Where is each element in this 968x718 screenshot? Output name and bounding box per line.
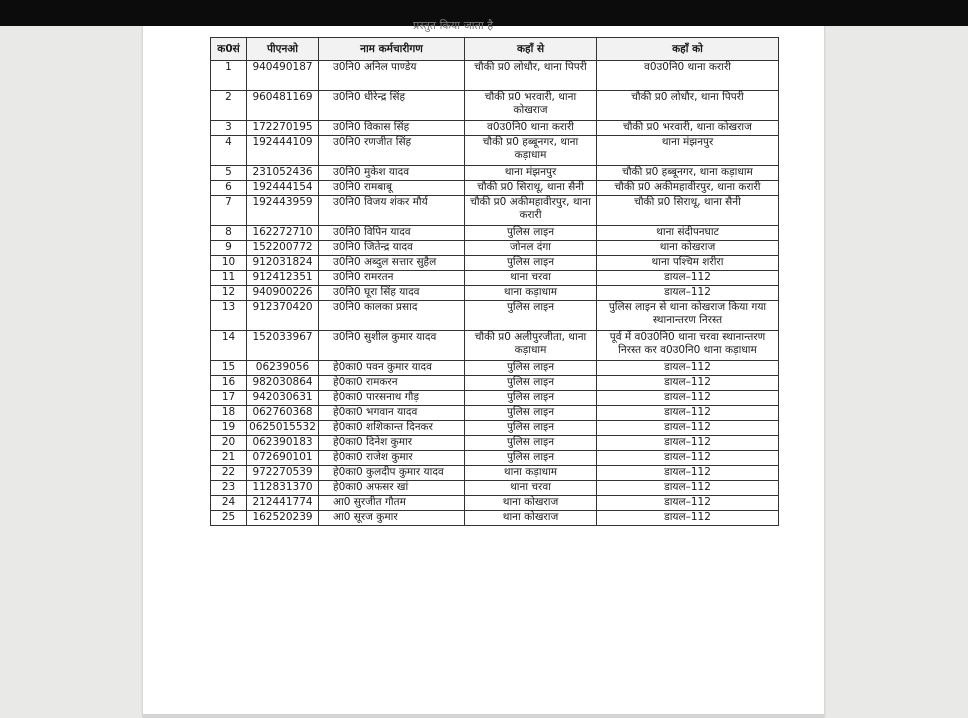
cell-to: थाना मंझनपुर — [597, 136, 779, 166]
cell-pno: 942030631 — [247, 391, 319, 406]
cell-pno: 072690101 — [247, 451, 319, 466]
cell-from: थाना चरवा — [465, 481, 597, 496]
cell-name: हे0का0 कुलदीप कुमार यादव — [319, 466, 465, 481]
cell-serial: 1 — [211, 61, 247, 91]
cell-serial: 5 — [211, 166, 247, 181]
cell-from: पुलिस लाइन — [465, 361, 597, 376]
table-row — [211, 451, 779, 466]
cell-to: डायल–112 — [597, 511, 779, 526]
cell-pno: 152200772 — [247, 241, 319, 256]
table-body — [211, 61, 779, 526]
cell-to: चौकी प्र0 सिराथू, थाना सैनी — [597, 196, 779, 226]
table-row — [211, 271, 779, 286]
cell-name: उ0नि0 कालका प्रसाद — [319, 301, 465, 331]
cell-from: जोनल दंगा — [465, 241, 597, 256]
cell-serial: 12 — [211, 286, 247, 301]
table-row — [211, 496, 779, 511]
header-serial: क0सं — [211, 38, 247, 61]
cell-serial: 4 — [211, 136, 247, 166]
cell-name: आ0 सूरज कुमार — [319, 511, 465, 526]
cell-pno: 192443959 — [247, 196, 319, 226]
cell-name: उ0नि0 घूरा सिंह यादव — [319, 286, 465, 301]
table-row — [211, 121, 779, 136]
cell-to: चौकी प्र0 हब्बूनगर, थाना कड़ाधाम — [597, 166, 779, 181]
cell-to: डायल–112 — [597, 436, 779, 451]
cell-pno: 192444109 — [247, 136, 319, 166]
cell-serial: 20 — [211, 436, 247, 451]
cell-to: डायल–112 — [597, 421, 779, 436]
cell-name: उ0नि0 विपिन यादव — [319, 226, 465, 241]
cell-pno: 152033967 — [247, 331, 319, 361]
table-row — [211, 241, 779, 256]
cell-from: पुलिस लाइन — [465, 421, 597, 436]
cell-name: हे0का0 भगवान यादव — [319, 406, 465, 421]
cell-name: हे0का0 रामकरन — [319, 376, 465, 391]
table-row — [211, 406, 779, 421]
cell-pno: 912370420 — [247, 301, 319, 331]
cell-to: डायल–112 — [597, 406, 779, 421]
cell-name: उ0नि0 रामरतन — [319, 271, 465, 286]
cell-to: चौकी प्र0 अकीमहावीरपुर, थाना करारी — [597, 181, 779, 196]
cell-name: आ0 सुरजीत गौतम — [319, 496, 465, 511]
cell-serial: 6 — [211, 181, 247, 196]
cell-pno: 172270195 — [247, 121, 319, 136]
cell-from: चौकी प्र0 अलीपुरजीता, थाना कड़ाधाम — [465, 331, 597, 361]
transfer-table — [210, 37, 779, 526]
cell-name: हे0का0 शशिकान्त दिनकर — [319, 421, 465, 436]
cell-from: चौकी प्र0 हब्बूनगर, थाना कड़ाधाम — [465, 136, 597, 166]
table-row — [211, 196, 779, 226]
cell-pno: 912031824 — [247, 256, 319, 271]
table-row — [211, 376, 779, 391]
cell-name: हे0का0 पवन कुमार यादव — [319, 361, 465, 376]
cell-from: पुलिस लाइन — [465, 256, 597, 271]
cell-pno: 912412351 — [247, 271, 319, 286]
cell-from: थाना कड़ाधाम — [465, 286, 597, 301]
cell-name: हे0का0 अफसर खां — [319, 481, 465, 496]
header-pno: पीएनओ — [247, 38, 319, 61]
header-from: कहाँ से — [465, 38, 597, 61]
table-row — [211, 181, 779, 196]
cell-serial: 22 — [211, 466, 247, 481]
cell-from: पुलिस लाइन — [465, 436, 597, 451]
cell-name: उ0नि0 अब्दुल सत्तार सुहैल — [319, 256, 465, 271]
cell-from: चौकी प्र0 अकीमहावीरपुर, थाना करारी — [465, 196, 597, 226]
cell-serial: 16 — [211, 376, 247, 391]
cell-serial: 13 — [211, 301, 247, 331]
cell-serial: 3 — [211, 121, 247, 136]
cell-name: हे0का0 दिनेश कुमार — [319, 436, 465, 451]
cell-pno: 940490187 — [247, 61, 319, 91]
cell-from: थाना कोखराज — [465, 511, 597, 526]
cell-from: चौकी प्र0 सिराथू, थाना सैनी — [465, 181, 597, 196]
table-row — [211, 361, 779, 376]
table-row — [211, 481, 779, 496]
cutoff-header-text: प्रस्तुत किया जाता है — [413, 19, 494, 32]
cell-pno: 062390183 — [247, 436, 319, 451]
table-row — [211, 286, 779, 301]
cell-to: चौकी प्र0 लोधौर, थाना पिपरी — [597, 91, 779, 121]
cell-serial: 23 — [211, 481, 247, 496]
cell-to: डायल–112 — [597, 376, 779, 391]
table-row — [211, 436, 779, 451]
cell-pno: 062760368 — [247, 406, 319, 421]
cell-from: पुलिस लाइन — [465, 226, 597, 241]
cell-pno: 162272710 — [247, 226, 319, 241]
cell-name: उ0नि0 रामबाबू — [319, 181, 465, 196]
table-row — [211, 166, 779, 181]
cell-to: डायल–112 — [597, 496, 779, 511]
cell-to: थाना पश्चिम शरीरा — [597, 256, 779, 271]
cell-to: डायल–112 — [597, 466, 779, 481]
table-row — [211, 91, 779, 121]
table-header-row — [211, 38, 779, 61]
cell-to: डायल–112 — [597, 286, 779, 301]
cell-pno: 06239056 — [247, 361, 319, 376]
cell-to: डायल–112 — [597, 361, 779, 376]
cell-pno: 0625015532 — [247, 421, 319, 436]
cell-from: पुलिस लाइन — [465, 391, 597, 406]
cell-to: डायल–112 — [597, 451, 779, 466]
cell-name: उ0नि0 जितेन्द्र यादव — [319, 241, 465, 256]
cell-serial: 25 — [211, 511, 247, 526]
cell-name: हे0का0 राजेश कुमार — [319, 451, 465, 466]
cell-pno: 231052436 — [247, 166, 319, 181]
cell-from: थाना कड़ाधाम — [465, 466, 597, 481]
cell-pno: 162520239 — [247, 511, 319, 526]
page-bottom-edge — [143, 714, 824, 718]
cell-from: पुलिस लाइन — [465, 376, 597, 391]
cell-from: थाना कोखराज — [465, 496, 597, 511]
table-row — [211, 391, 779, 406]
cell-pno: 112831370 — [247, 481, 319, 496]
cell-serial: 11 — [211, 271, 247, 286]
cell-pno: 212441774 — [247, 496, 319, 511]
header-to: कहाँ को — [597, 38, 779, 61]
cell-name: उ0नि0 रणजीत सिंह — [319, 136, 465, 166]
cell-to: पूर्व में व0उ0नि0 थाना चरवा स्थानान्तरण निरस्त कर व0उ0नि0 थाना कड़ाधाम — [597, 331, 779, 361]
cell-serial: 2 — [211, 91, 247, 121]
cell-pno: 192444154 — [247, 181, 319, 196]
cell-from: चौकी प्र0 भरवारी, थाना कोखराज — [465, 91, 597, 121]
cell-to: पुलिस लाइन से थाना कोखराज किया गया स्थानान्तरण निरस्त — [597, 301, 779, 331]
cell-serial: 19 — [211, 421, 247, 436]
table-row — [211, 136, 779, 166]
document-page — [143, 19, 824, 718]
cell-to: व0उ0नि0 थाना करारी — [597, 61, 779, 91]
table-row — [211, 226, 779, 241]
cell-name: उ0नि0 विजय शंकर मौर्य — [319, 196, 465, 226]
cell-from: थाना मंझनपुर — [465, 166, 597, 181]
cell-serial: 18 — [211, 406, 247, 421]
cell-name: उ0नि0 मुकेश यादव — [319, 166, 465, 181]
cell-name: हे0का0 पारसनाथ गौड़ — [319, 391, 465, 406]
cell-serial: 14 — [211, 331, 247, 361]
table-row — [211, 421, 779, 436]
cell-name: उ0नि0 अनिल पाण्डेय — [319, 61, 465, 91]
cell-serial: 9 — [211, 241, 247, 256]
cell-name: उ0नि0 विकास सिंह — [319, 121, 465, 136]
cell-from: थाना चरवा — [465, 271, 597, 286]
cell-name: उ0नि0 सुशील कुमार यादव — [319, 331, 465, 361]
table-row — [211, 256, 779, 271]
cell-pno: 982030864 — [247, 376, 319, 391]
cell-pno: 940900226 — [247, 286, 319, 301]
cell-serial: 15 — [211, 361, 247, 376]
cell-serial: 17 — [211, 391, 247, 406]
cell-pno: 972270539 — [247, 466, 319, 481]
cell-serial: 21 — [211, 451, 247, 466]
cell-to: थाना संदीपनघाट — [597, 226, 779, 241]
cell-from: पुलिस लाइन — [465, 451, 597, 466]
cell-name: उ0नि0 धीरेन्द्र सिंह — [319, 91, 465, 121]
cell-serial: 7 — [211, 196, 247, 226]
table-row — [211, 511, 779, 526]
cell-from: चौकी प्र0 लोधौर, थाना पिपरी — [465, 61, 597, 91]
cell-to: थाना कोखराज — [597, 241, 779, 256]
table-row — [211, 61, 779, 91]
cell-from: पुलिस लाइन — [465, 301, 597, 331]
cell-to: चौकी प्र0 भरवारी, थाना कोखराज — [597, 121, 779, 136]
table-row — [211, 331, 779, 361]
cell-to: डायल–112 — [597, 391, 779, 406]
cell-pno: 960481169 — [247, 91, 319, 121]
cell-to: डायल–112 — [597, 481, 779, 496]
cell-serial: 8 — [211, 226, 247, 241]
cell-from: पुलिस लाइन — [465, 406, 597, 421]
cell-serial: 10 — [211, 256, 247, 271]
cell-to: डायल–112 — [597, 271, 779, 286]
header-name: नाम कर्मचारीगण — [319, 38, 465, 61]
table-row — [211, 466, 779, 481]
cell-serial: 24 — [211, 496, 247, 511]
cell-from: व0उ0नि0 थाना करारी — [465, 121, 597, 136]
table-row — [211, 301, 779, 331]
